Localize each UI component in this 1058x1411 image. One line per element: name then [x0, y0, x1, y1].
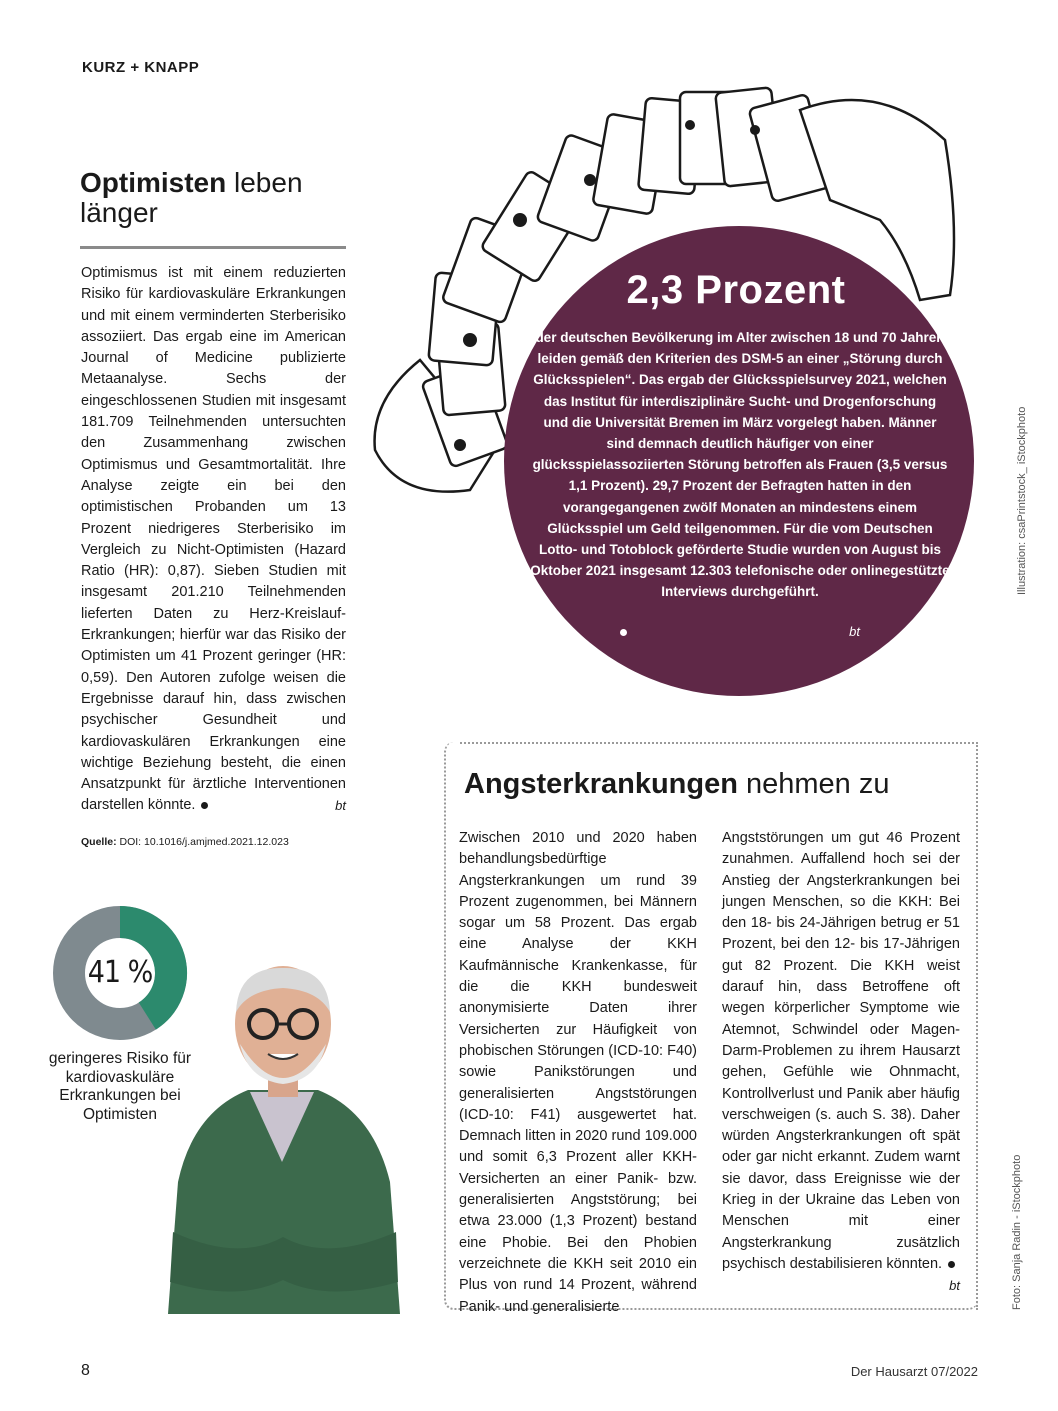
photo-credit: Foto: Sanja Radin - iStockphoto — [1011, 1154, 1023, 1310]
article-title-angsterkrankungen — [464, 768, 984, 801]
source-value: DOI: 10.1016/j.amjmed.2021.12.023 — [119, 836, 289, 848]
stat-value: 2,3 Prozent — [626, 268, 846, 312]
article-column-2-text: Angststörungen um gut 46 Prozent zunahmen. Auffallend hoch sei der Anstieg der Angsterkrankungen bei jungen Menschen, so die KKH: Bei den 18- bis 24-Jährigen betrug er 51 Prozent, bei den 12- bis 17-Jährigen gut 82 Prozent. Die KKH weist darauf hin, dass Betroffene oft wegen körperlicher Symptome wie Atemnot, Schwindel oder Magen-Darm-Problemen zu ihrem Hausarzt gehen, Gefühle wie Ohnmacht, Kontrollverlust und Panik aber häufig verschweigen (s. auch S. 38). Daher würden Angsterkrankungen oft spät oder gar nicht erkannt. Zudem warnt sie davor, dass Ereignisse wie der Krieg in der Ukraine das Leben von Menschen mit einer Angsterkrankung zusätzlich psychisch destabilisieren könnten. — [722, 830, 960, 1272]
stat-text: der deutschen Bevölkerung im Alter zwischen 18 und 70 Jahren leiden gemäß den Kriterien des DSM-5 an einer „Störung durch Glücksspielen“. Das ergab der Glücksspielsurvey 2021, welchen das Institut für interdisziplinäre Sucht- und Drogenforschung und die Universität Bremen im März vorgelegt haben. Männer sind demnach deutlich häufiger von einer glücksspielassoziierten Störung betroffen als Frauen (3,5 versus 1,1 Prozent). 29,7 Prozent der Befragten hatten in den vorangegangenen zwölf Monaten an mindestens einem Glücksspiel um Geld teilgenommen. Für die vom Deutschen Lotto- und Totoblock geförderte Studie wurden von August bis Oktober 2021 insgesamt 12.303 telefonische oder onlinegestützte Interviews durchgeführt. — [530, 330, 950, 600]
box-end-dot — [948, 1261, 955, 1268]
end-dot — [201, 802, 208, 809]
stat-end-dot — [620, 629, 627, 636]
donut-value: 41 % — [87, 955, 153, 990]
article-body-text: Optimismus ist mit einem reduzierten Risiko für kardiovaskuläre Erkrankungen und mit einem verminderten Sterberisiko assoziiert. Das ergab eine im American Journal of Medicine publizierte Metaanalyse. Sechs der eingeschlossenen Studien mit insgesamt 181.709 Teilnehmenden untersuchten den Zusammenhang zwischen Optimismus und Gesamtmortalität. Ihre Analyse zeigte ein bei den optimistischen Probanden um 13 Prozent niedrigeres Sterberisiko im Vergleich zu Nicht-Optimisten (Hazard Ratio (HR): 0,87). Sieben Studien mit insgesamt 201.210 Teilnehmenden lieferten Daten zu Herz-Kreislauf-Erkrankungen; hierfür war das Risiko der Optimisten um 41 Prozent geringer (HR: 0,59). Den Autoren zufolge weisen die Ergebnisse darauf hin, dass zwischen psychischer Gesundheit und kardiovaskulären Erkrankungen eine wichtige Beziehung besteht, die einen Ansatzpunkt für ärztliche Interventionen darstellen könnte. — [81, 265, 346, 814]
section-label: KURZ + KNAPP — [82, 59, 200, 76]
man-photo — [158, 962, 406, 1314]
donut-caption: geringeres Risiko für kardiovaskuläre Erkrankungen bei Optimisten — [48, 1050, 192, 1123]
page-number: 8 — [81, 1362, 90, 1379]
illustration-credit: Illustration: csaPrintstock_ iStockphoto — [1016, 406, 1028, 595]
magazine-issue: Der Hausarzt 07/2022 — [850, 1364, 978, 1379]
source-citation — [81, 836, 289, 848]
article-column-1: Zwischen 2010 und 2020 haben behandlungsbedürftige Angsterkrankungen um rund 39 Prozent zugenommen, bei Männern sogar um 58 Prozent. Das ergab eine Analyse der KKH Kaufmännische Krankenkasse, für die die KKH bundesweit anonymisierte Daten ihrer Versicherten zur Häufigkeit von phobischen Störungen (ICD-10: F40) sowie Panikstörungen und generalisierten Angststörungen (ICD-10: F41) ausgewertet hat. Demnach litten in 2020 rund 109.000 und somit 6,3 Prozent aller KKH-Versicherten an einer Panik- bzw. generalisierten Angststörung; bei etwa 23.000 (1,3 Prozent) bestand eine Phobie. Bei den Phobien verzeichnete die KKH seit 2010 ein Plus von rund 14 Prozent, während Panik- und generalisierte — [459, 830, 697, 1315]
stat-signature: bt — [849, 624, 860, 639]
author-signature: bt — [335, 798, 346, 814]
source-label: Quelle: — [81, 836, 117, 848]
box-title-bold: Angsterkrankungen — [464, 768, 738, 800]
title-rest: leben länger — [80, 167, 303, 228]
article-title-optimisten — [80, 168, 370, 228]
title-bold: Optimisten — [80, 167, 227, 198]
box-signature: bt — [949, 1278, 960, 1294]
box-title-rest: nehmen zu — [746, 768, 890, 800]
article-body-optimisten — [81, 263, 346, 817]
title-divider — [80, 246, 346, 249]
box-border-top — [460, 742, 978, 744]
article-column-2 — [722, 828, 960, 1297]
stat-signature-row — [620, 624, 860, 642]
box-border-right — [976, 742, 978, 1310]
